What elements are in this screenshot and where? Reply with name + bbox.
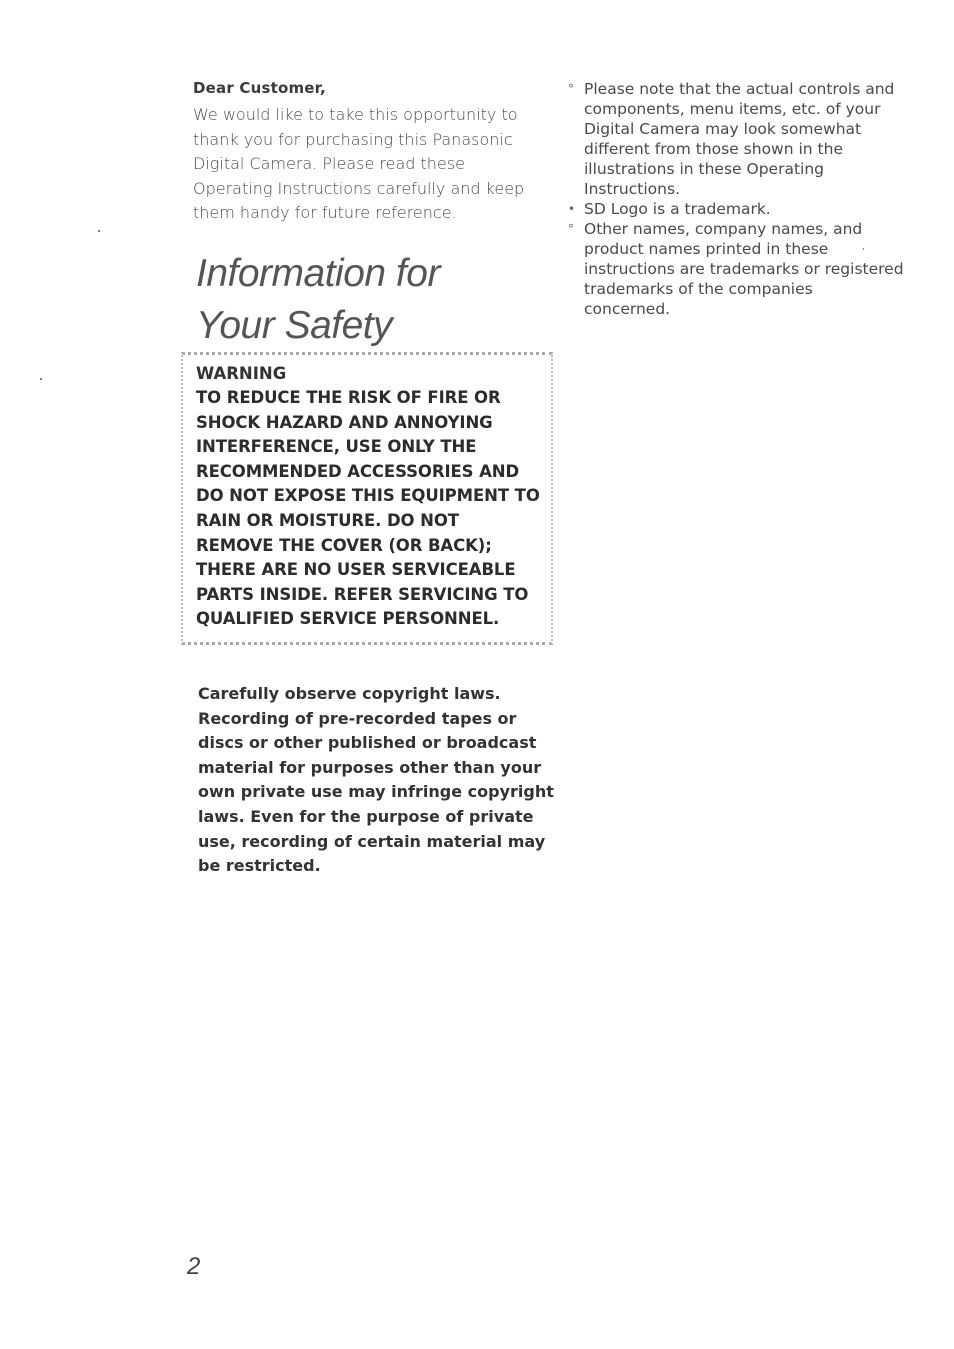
bullet-icon: • <box>568 202 576 216</box>
page-number: 2 <box>187 1253 201 1280</box>
note-line: Instructions. <box>584 180 680 198</box>
scan-speck <box>98 230 100 232</box>
copyright-line: be restricted. <box>198 856 321 876</box>
warning-line: THERE ARE NO USER SERVICEABLE <box>196 560 516 580</box>
warning-line: SHOCK HAZARD AND ANNOYING <box>196 412 493 432</box>
note-line: Please note that the actual controls and <box>584 80 895 98</box>
intro-line: thank you for purchasing this Panasonic <box>193 129 513 149</box>
intro-paragraph <box>193 103 543 226</box>
intro-line: We would like to take this opportunity to <box>193 105 518 124</box>
copyright-line: Carefully observe copyright laws. <box>198 684 501 703</box>
note-line: SD Logo is a trademark. <box>584 200 771 218</box>
warning-line: PARTS INSIDE. REFER SERVICING TO <box>196 584 529 604</box>
note-line: product names printed in these <box>584 240 829 258</box>
copyright-line: material for purposes other than your <box>198 757 542 777</box>
warning-line: RAIN OR MOISTURE. DO NOT <box>196 510 459 530</box>
warning-line: DO NOT EXPOSE THIS EQUIPMENT TO <box>196 486 540 506</box>
heading-line-2: Your Safety <box>196 304 393 347</box>
copyright-notice <box>198 682 558 879</box>
warning-line: RECOMMENDED ACCESSORIES AND <box>196 461 520 481</box>
heading-line-1: Information for <box>196 252 440 295</box>
warning-line: INTERFERENCE, USE ONLY THE <box>196 437 477 457</box>
note-line: components, menu items, etc. of your <box>584 100 881 118</box>
intro-line: Digital Camera. Please read these <box>193 154 465 173</box>
copyright-line: laws. Even for the purpose of private <box>198 806 534 826</box>
note-line: trademarks of the companies <box>584 280 813 298</box>
note-item <box>568 79 928 199</box>
intro-line: Operating Instructions carefully and keep <box>193 178 525 198</box>
note-item <box>568 219 928 319</box>
warning-line: REMOVE THE COVER (OR BACK); <box>196 535 492 555</box>
warning-text <box>196 386 548 632</box>
warning-line: TO REDUCE THE RISK OF FIRE OR <box>196 388 501 407</box>
warning-line: QUALIFIED SERVICE PERSONNEL. <box>196 609 500 629</box>
scan-speck <box>40 378 42 380</box>
note-line: illustrations in these Operating <box>584 160 824 178</box>
bullet-icon: ° <box>568 222 574 236</box>
note-line: Digital Camera may look somewhat <box>584 120 862 138</box>
section-heading <box>196 248 440 352</box>
note-line: different from those shown in the <box>584 140 843 158</box>
copyright-line: Recording of pre-recorded tapes or <box>198 708 517 728</box>
copyright-line: discs or other published or broadcast <box>198 733 537 753</box>
bullet-icon: ° <box>568 82 574 96</box>
note-item <box>568 199 928 219</box>
copyright-line: use, recording of certain material may <box>198 831 546 851</box>
greeting: Dear Customer, <box>193 79 326 97</box>
note-line: instructions are trademarks or registered <box>584 260 904 278</box>
note-line: concerned. <box>584 300 671 318</box>
copyright-line: own private use may infringe copyright <box>198 782 554 802</box>
warning-title: WARNING <box>196 364 287 383</box>
notes-list <box>568 79 928 319</box>
note-line: Other names, company names, and <box>584 220 863 238</box>
intro-line: them handy for future reference. <box>193 203 457 222</box>
